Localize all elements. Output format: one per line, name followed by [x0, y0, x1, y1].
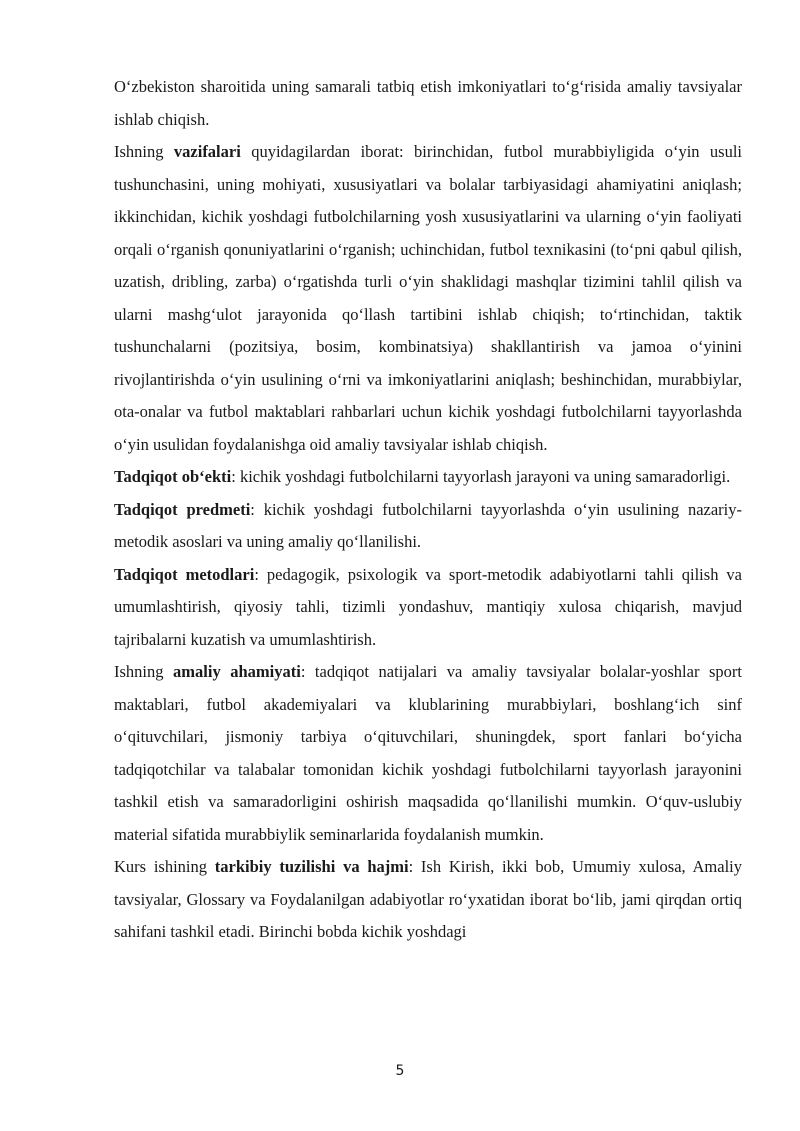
- paragraph-rest: quyidagilardan iborat: birinchidan, futbol murabbiyligida o‘yin usuli tushunchasini, uning mohiyati, xususiyatlari va bolalar tarbiyasidagi ahamiyatini aniqlash; ikkinchidan, kichik yoshdagi futbolchilarning yosh xususiyatlarini va ularning o‘yin faoliyati orqali o‘rganish qonuniyatlarini o‘rganish; uchinchidan, futbol texnikasini (to‘pni qabul qilish, uzatish, dribling, zarba) o‘rgatishda turli o‘yin shaklidagi mashqlar tizimini tahlil qilish va ularni mashg‘ulot jarayonida qo‘llash tartibini ishlab chiqish; to‘rtinchidan, taktik tushunchalarni (pozitsiya, bosim, kombinatsiya) shakllantirish va jamoa o‘yinini rivojlantirishda o‘yin usulining o‘rni va imkoniyatlarini aniqlash; beshinchidan, murabbiylar, ota-onalar va futbol maktablari rahbarlari uchun kichik yoshdagi futbolchilarni tayyorlashda o‘yin usulidan foydalanishga oid amaliy tavsiyalar ishlab chiqish.: [114, 142, 743, 454]
- paragraph-term: vazifalari: [173, 142, 241, 161]
- paragraph-research-subject: [114, 494, 742, 559]
- page-number: 5: [395, 1063, 405, 1079]
- paragraph-intro-continuation: [114, 71, 742, 136]
- paragraph-text: O‘zbekiston sharoitida uning samarali tatbiq etish imkoniyatlari to‘g‘risida amaliy tavsiyalar ishlab chiqish.: [114, 77, 742, 129]
- paragraph-structure: [114, 851, 742, 949]
- paragraph-term: Tadqiqot ob‘ekti: [114, 467, 232, 486]
- paragraph-term: Tadqiqot metodlari: [114, 564, 255, 584]
- paragraph-research-methods: [114, 559, 742, 657]
- paragraph-rest: : Ish Kirish, ikki bob, Umumiy xulosa, Amaliy tavsiyalar, Glossary va Foydalanilgan adabiyotlar ro‘yxatidan iborat bo‘lib, jami qirqdan ortiq sahifani tashkil etadi. Birinchi bobda kichik yoshdagi: [114, 857, 742, 941]
- paragraph-term: Tadqiqot predmeti: [114, 499, 251, 519]
- paragraph-term: tarkibiy tuzilishi va hajmi: [214, 857, 409, 876]
- paragraph-prefix: Ishning: [114, 142, 174, 161]
- paragraph-prefix: Ishning: [114, 662, 174, 681]
- paragraph-term: amaliy ahamiyati: [173, 662, 301, 681]
- paragraph-prefix: Kurs ishining: [114, 857, 215, 876]
- paragraph-research-object: [114, 461, 742, 494]
- document-page: [114, 71, 742, 949]
- paragraph-rest: : kichik yoshdagi futbolchilarni tayyorlash jarayoni va uning samaradorligi.: [231, 467, 731, 486]
- paragraph-rest: : tadqiqot natijalari va amaliy tavsiyalar bolalar-yoshlar sport maktablari, futbol akademiyalari va klublarining murabbiylari, boshlang‘ich sinf o‘qituvchilari, jismoniy tarbiya o‘qituvchilari, shuningdek, sport fanlari bo‘yicha tadqiqotchilar va talabalar tomonidan kichik yoshdagi futbolchilarni tayyorlash jarayonini tashkil etish va samaradorligini oshirish maqsadida qo‘llanilishi mumkin. O‘quv-uslubiy material sifatida murabbiylik seminarlarida foydalanish mumkin.: [114, 662, 742, 844]
- paragraph-tasks: [114, 136, 742, 461]
- paragraph-rest: : pedagogik, psixologik va sport-metodik adabiyotlarni tahli qilish va umumlashtirish, qiyosiy tahli, tizimli yondashuv, mantiqiy xulosa chiqarish, mavjud tajribalarni kuzatish va umumlashtirish.: [114, 564, 742, 649]
- paragraph-rest: : kichik yoshdagi futbolchilarni tayyorlashda o‘yin usulining nazariy-metodik asoslari va uning amaliy qo‘llanilishi.: [114, 499, 742, 551]
- paragraph-practical-significance: [114, 656, 742, 851]
